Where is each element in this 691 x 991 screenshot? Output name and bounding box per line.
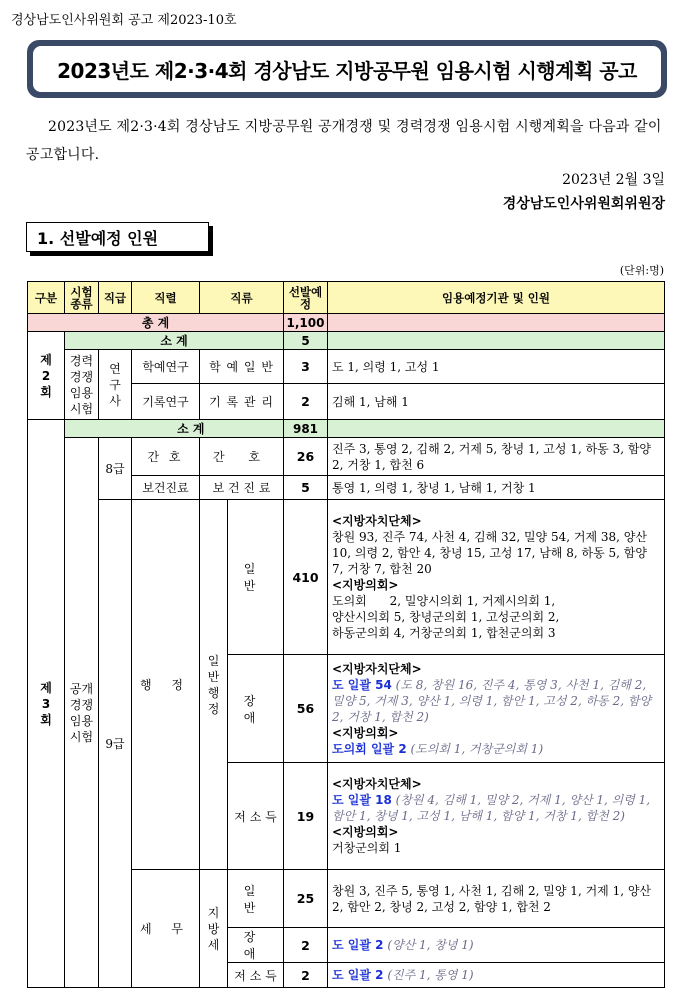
header-exam-type: 시험종류 [65,282,99,314]
orgs-cell [328,500,665,655]
job-cell: 학 예 일 반 [200,350,284,384]
org-bulk: 도의회 일괄 2 [332,741,407,756]
quota-cell: 19 [284,763,328,870]
notice-number: 경상남도인사위원회 공고 제2023-10호 [11,13,237,28]
round3-exam-type: 공개 경쟁 임용 시험 [65,438,99,988]
job-cell: 보 건 진 료 [200,476,284,500]
section-title: 1. 선발예정 인원 [37,228,159,248]
table-header-row [28,282,665,314]
orgs-cell: 통영 1, 의령 1, 창녕 1, 남해 1, 거창 1 [328,476,665,500]
quota-cell: 3 [284,350,328,384]
round2-exam-type: 경력 경쟁 임용 시험 [65,350,99,420]
org-text: 하동군의회 4, 거창군의회 1, 합천군의회 3 [332,626,556,640]
org-detail: (진주 1, 통영 1) [387,968,474,982]
total-value: 1,100 [284,314,328,332]
header-series: 직렬 [132,282,200,314]
job-group-tax: 지 방 세 [200,870,228,988]
grade-9: 9급 [99,500,132,988]
job-cell: 일 반 [228,500,284,655]
job-cell: 기 록 관 리 [200,384,284,420]
org-heading: <지방의회> [332,825,399,839]
series-tax: 세 무 [132,870,200,988]
org-text: 도의회 2, 밀양시의회 1, 거제시의회 1, [332,594,556,608]
orgs-cell: 도 1, 의령 1, 고성 1 [328,350,665,384]
table-row [28,500,665,655]
series-cell: 보건진료 [132,476,200,500]
header-grade: 직급 [99,282,132,314]
round2-subtotal-label: 소 계 [65,332,284,350]
series-cell: 기록연구 [132,384,200,420]
header-quota: 선발예정 [284,282,328,314]
header-division: 구분 [28,282,65,314]
series-cell: 간 호 [132,438,200,476]
org-detail: (도의회 1, 거창군의회 1) [410,741,544,756]
round3-subtotal-label: 소 계 [99,420,284,438]
round2-label: 제 2 회 [28,332,65,420]
orgs-cell [328,928,665,963]
round2-subtotal-row [28,332,665,350]
header-orgs: 임용예정기관 및 인원 [328,282,665,314]
round3-subtotal-value: 981 [284,420,328,438]
orgs-cell: 김해 1, 남해 1 [328,384,665,420]
org-text: 양산시의회 5, 창녕군의회 1, 고성군의회 2, [332,610,560,624]
orgs-cell [328,963,665,988]
grade-8: 8급 [99,438,132,500]
org-bulk: 도 일괄 54 [332,677,392,692]
notice-date: 2023년 2월 3일 [562,172,665,188]
section-heading [26,222,209,252]
round2-category: 연 구 사 [99,350,132,420]
header-job: 직류 [200,282,284,314]
job-cell: 저 소 득 [228,763,284,870]
org-heading: <지방자치단체> [332,514,422,528]
job-group-admin: 일 반 행 정 [200,500,228,870]
org-detail: (도 8, 창원 16, 진주 4, 통영 3, 사천 1, 김해 2, 밀양 5, 거제 3, 양산 1, 의령 1, 함안 1, 고성 2, 하동 2, 함양 2, 거창 1, 합천 2) [332,677,652,724]
table-row [28,350,665,384]
series-admin: 행 정 [132,500,200,870]
org-text: 거창군의회 1 [332,841,402,855]
quota-cell: 26 [284,438,328,476]
org-heading: <지방의회> [332,725,399,740]
total-label: 총 계 [28,314,284,332]
quota-cell: 410 [284,500,328,655]
round2-subtotal-value: 5 [284,332,328,350]
unit-label: (단위:명) [619,264,664,277]
quota-cell: 5 [284,476,328,500]
org-heading: <지방의회> [332,578,399,592]
signer: 경상남도인사위원회위원장 [502,196,665,212]
quota-cell: 56 [284,655,328,763]
quota-cell: 2 [284,384,328,420]
job-cell: 일 반 [228,870,284,928]
total-row [28,314,665,332]
document-title: 2023년도 제2·3·4회 경상남도 지방공무원 임용시험 시행계획 공고 [57,58,637,83]
quota-cell: 25 [284,870,328,928]
orgs-cell: 진주 3, 통영 2, 김해 2, 거제 5, 창녕 1, 고성 1, 하동 3, 함양 2, 거창 1, 합천 6 [328,438,665,476]
org-bulk: 도 일괄 18 [332,793,392,807]
org-heading: <지방자치단체> [332,777,422,791]
quota-cell: 2 [284,963,328,988]
org-text: 창원 93, 진주 74, 사천 4, 김해 32, 밀양 54, 거제 38, 양산 10, 의령 2, 함안 4, 창녕 15, 고성 17, 남해 8, 하동 5, 함양 7, 거창 7, 합천 20 [332,530,647,576]
org-detail: (창원 4, 김해 1, 밀양 2, 거제 1, 양산 1, 의령 1, 함안 1, 창녕 1, 고성 1, 남해 1, 함양 1, 거창 1, 합천 2) [332,793,651,823]
quota-cell: 2 [284,928,328,963]
org-detail: (양산 1, 창녕 1) [387,938,474,952]
recruitment-table [27,281,665,988]
org-bulk: 도 일괄 2 [332,968,384,982]
round3-subtotal-row [28,420,665,438]
job-cell: 간 호 [200,438,284,476]
orgs-cell [328,655,665,763]
series-cell: 학예연구 [132,350,200,384]
intro-paragraph: 2023년도 제2·3·4회 경상남도 지방공무원 공개경쟁 및 경력경쟁 임용시험 시행계획을 다음과 같이 공고합니다. [26,119,662,163]
org-heading: <지방자치단체> [332,661,422,676]
round3-label: 제 3 회 [28,420,65,988]
orgs-cell [328,763,665,870]
table-row [28,438,665,476]
job-cell: 장 애 [228,655,284,763]
orgs-cell: 창원 3, 진주 5, 통영 1, 사천 1, 김해 2, 밀양 1, 거제 1, 양산 2, 함안 2, 창녕 2, 고성 2, 함양 1, 합천 2 [328,870,665,928]
job-cell: 장 애 [228,928,284,963]
title-banner [27,40,667,98]
job-cell: 저 소 득 [228,963,284,988]
org-bulk: 도 일괄 2 [332,938,384,952]
